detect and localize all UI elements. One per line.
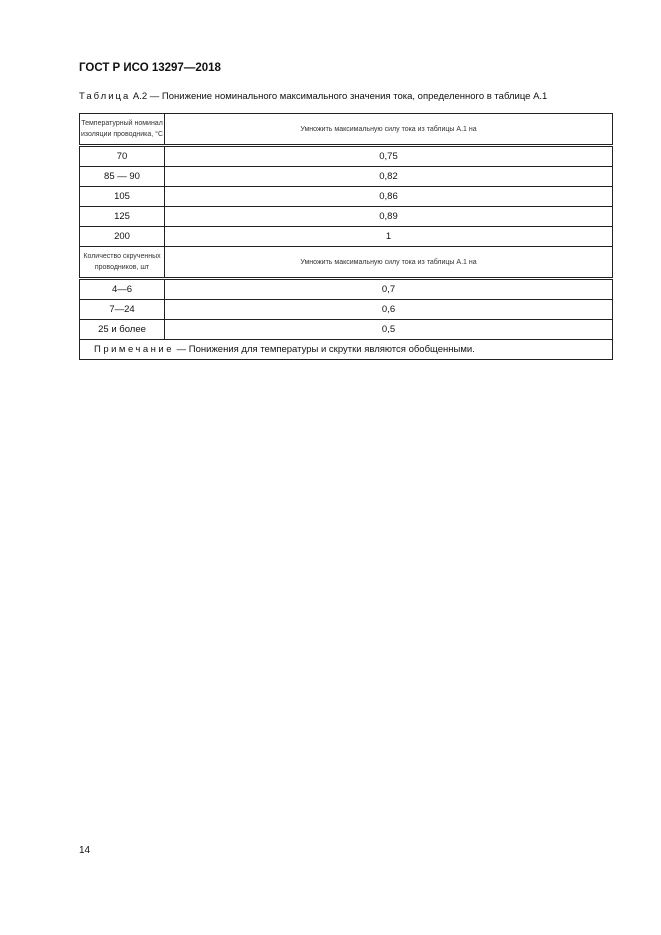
- cell: 7—24: [80, 300, 165, 320]
- cell: 0,86: [165, 187, 613, 207]
- cell: 1: [165, 227, 613, 247]
- cell: 0,7: [165, 279, 613, 300]
- derating-table: [79, 113, 613, 360]
- page-number: 14: [79, 845, 91, 856]
- cell: 0,89: [165, 207, 613, 227]
- cell: 105: [80, 187, 165, 207]
- col-header-count: Количество скрученных проводников, шт: [80, 247, 165, 279]
- cell: 0,82: [165, 167, 613, 187]
- note-row: [80, 340, 613, 360]
- caption-label: Таблица: [79, 91, 131, 102]
- cell: 200: [80, 227, 165, 247]
- table-row: [80, 187, 613, 207]
- table-row: [80, 207, 613, 227]
- table-row: [80, 320, 613, 340]
- table-row: [80, 146, 613, 167]
- note-label: Примечание: [94, 344, 174, 355]
- standard-designation: ГОСТ Р ИСО 13297—2018: [79, 62, 221, 74]
- cell: 25 и более: [80, 320, 165, 340]
- cell: 0,75: [165, 146, 613, 167]
- table-note: [80, 340, 613, 360]
- note-text: — Понижения для температуры и скрутки являются обобщенными.: [174, 344, 475, 355]
- cell: 85 — 90: [80, 167, 165, 187]
- col-header-multiplier: Умножить максимальную силу тока из таблицы А.1 на: [165, 247, 613, 279]
- table-row: [80, 279, 613, 300]
- cell: 0,6: [165, 300, 613, 320]
- cell: 4—6: [80, 279, 165, 300]
- table-caption: [79, 91, 547, 102]
- table-row: [80, 300, 613, 320]
- table-row: [80, 227, 613, 247]
- cell: 70: [80, 146, 165, 167]
- table-row: [80, 167, 613, 187]
- caption-text: А.2 — Понижение номинального максимального значения тока, определенного в таблице А.1: [130, 91, 548, 102]
- table-subheader-row: [80, 247, 613, 279]
- col-header-temperature: Температурный номинал изоляции проводника, °С: [80, 114, 165, 146]
- table-header-row: [80, 114, 613, 146]
- col-header-multiplier: Умножить максимальную силу тока из таблицы А.1 на: [165, 114, 613, 146]
- cell: 125: [80, 207, 165, 227]
- cell: 0,5: [165, 320, 613, 340]
